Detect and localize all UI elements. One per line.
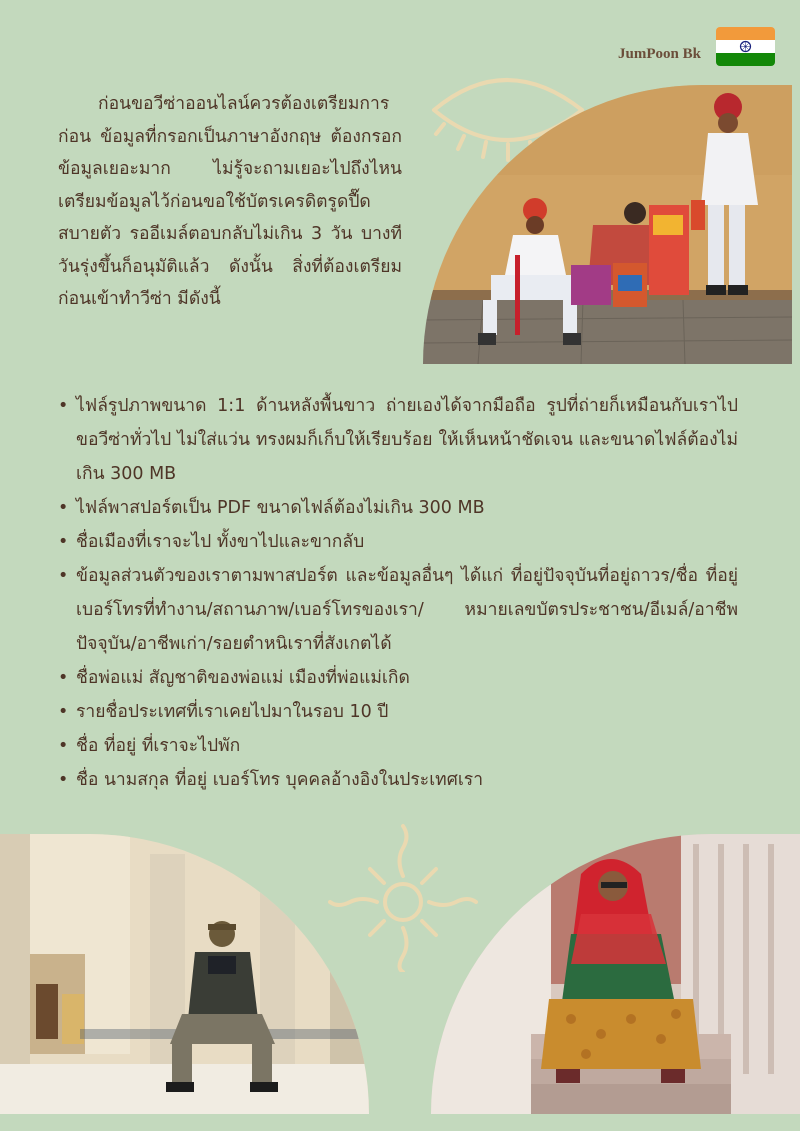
list-item — [58, 661, 738, 695]
list-item — [58, 695, 738, 729]
list-item — [58, 763, 738, 797]
list-item-text: ชื่อ ที่อยู่ ที่เราจะไปพัก — [76, 736, 241, 756]
list-item — [58, 559, 738, 661]
list-item-text: ชื่อ นามสกุล ที่อยู่ เบอร์โทร บุคคลอ้างอิงในประเทศเรา — [76, 770, 484, 790]
list-item-text: ข้อมูลส่วนตัวของเราตามพาสปอร์ต และข้อมูลอื่นๆ ได้แก่ ที่อยู่ปัจจุบันที่อยู่ถาวร/ชื่อ ที่อยู่ เบอร์โทรที่ทำงาน/สถานภาพ/เบอร์โทรของเรา/ หมายเลขบัตรประชาชน/อีเมล์/อาชีพปัจจุบัน/อาชีพเก่า/รอยตำหนิเราที่สังเกตได้ — [76, 566, 738, 654]
india-flag-icon — [716, 27, 775, 66]
list-item-text: รายชื่อประเทศที่เราเคยไปมาในรอบ 10 ปี — [76, 702, 389, 722]
bullet-icon: • — [58, 736, 69, 756]
list-item — [58, 389, 738, 491]
sun-line-icon — [328, 822, 478, 972]
author-name: JumPoon Bk — [618, 46, 701, 62]
bullet-icon: • — [58, 668, 69, 688]
bullet-icon: • — [58, 702, 69, 722]
intro-paragraph: ก่อนขอวีซ่าออนไลน์ควรต้องเตรียมการก่อน ข้อมูลที่กรอกเป็นภาษาอังกฤษ ต้องกรอกข้อมูลเยอะมาก ไม่รู้จะถามเยอะไปถึงไหน เตรียมข้อมูลไว้ก่อนขอใช้บัตรเครดิตรูดปื๊ด สบายตัว รออีเมล์ตอบกลับไม่เกิน 3 วัน บางทีวันรุ่งขึ้นก็อนุมัติแล้ว ดังนั้น สิ่งที่ต้องเตรียม ก่อนเข้าทำวีซ่า มีดังนี้ — [58, 94, 402, 309]
list-item-text: ไฟล์พาสปอร์ตเป็น PDF ขนาดไฟล์ต้องไม่เกิน 300 MB — [76, 498, 485, 518]
list-item — [58, 491, 738, 525]
bullet-icon: • — [58, 566, 69, 586]
list-item-text: ชื่อเมืองที่เราจะไป ทั้งขาไปและขากลับ — [76, 532, 365, 552]
bullet-icon: • — [58, 498, 69, 518]
list-item-text: ไฟล์รูปภาพขนาด 1:1 ด้านหลังพื้นขาว ถ่ายเองได้จากมือถือ รูปที่ถ่ายก็เหมือนกับเราไปขอวีซ่าทั่วไป ไม่ใส่แว่น ทรงผมก็เก็บให้เรียบร้อย ให้เห็นหน้าชัดเจน และขนาดไฟล์ต้องไม่เกิน 300 MB — [76, 396, 738, 484]
bullet-icon: • — [58, 532, 69, 552]
list-item-text: ชื่อพ่อแม่ สัญชาติของพ่อแม่ เมืองที่พ่อแม่เกิด — [76, 668, 410, 688]
list-item — [58, 729, 738, 763]
bullet-icon: • — [58, 770, 69, 790]
photo-guard-in-palace-corridor — [0, 834, 369, 1114]
requirements-list — [58, 389, 738, 797]
list-item — [58, 525, 738, 559]
photo-woman-on-steps — [431, 834, 800, 1114]
bullet-icon: • — [58, 396, 69, 416]
